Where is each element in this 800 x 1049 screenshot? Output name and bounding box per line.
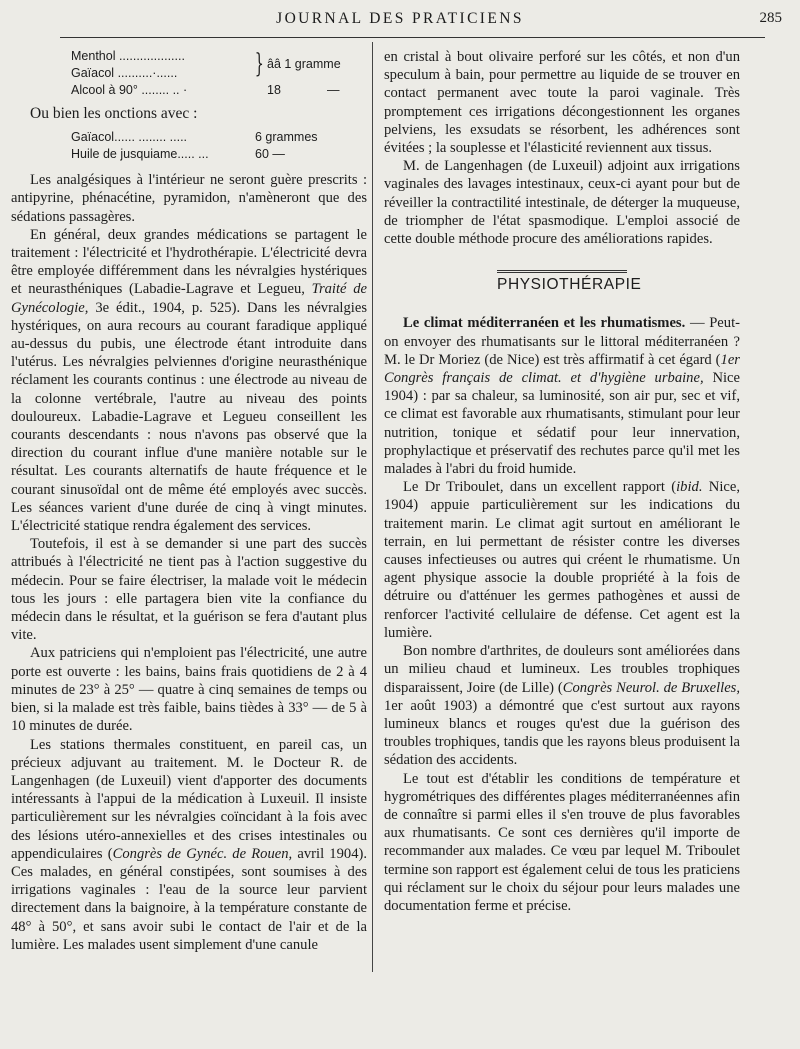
ingredient-name: Menthol	[71, 49, 116, 63]
ingredient-qty: 60 —	[255, 147, 285, 162]
paragraph: En général, deux grandes médications se partagent le traitement : l'électricité et l'hydrothérapie. L'électricité devra être employée différemment dans les névralgies hystériques et neurasthéniques (Labadie-Lagrave et Legueu, Traité de Gynécologie, 3e édit., 1904, p. 525). Dans les névralgies hystériques, on aura recours au courant faradique appliqué au-dessus du pubis, une électrode étant introduite dans l'utérus. Les névralgies pelviennes d'origine neurasthénique réclament les courants continus : une électrode au niveau de la colonne vertébrale, l'autre au niveau des points douloureux. Labadie-Lagrave et Legueu conseillent les courants descendants : nous n'avons pas observé que la direction du courant influe d'une manière notable sur le résultat. Les courants alternatifs de haute fréquence et le courant sinusoïdal ont de même été employés avec succès. Les séances varient d'une durée de cinq à vingt minutes. L'électricité statique rendra également des services.	[11, 226, 368, 535]
citation: ibid.	[676, 479, 703, 496]
section-title: PHYSIOTHÉRAPIE	[497, 276, 642, 294]
formula-row	[71, 146, 367, 163]
brace-quantity: ââ 1 gramme	[267, 57, 341, 71]
running-title: JOURNAL DES PRATICIENS	[276, 10, 524, 27]
page-number: 285	[759, 10, 782, 26]
formula-row	[71, 129, 367, 146]
column-divider	[372, 42, 373, 972]
paragraph: Le tout est d'établir les conditions de température et hygrométriques des différentes plages méditerranéennes afin de connaître si parmi elles il s'en trouve de plus favorables aux rhumatisants. Ce sont ces dernières qu'il importe de recommander aux malades. Ce vœu par lequel M. Triboulet termine son rapport est également celui de tous les praticiens qui réclament sur le choix du séjour pour leurs malades une documentation ferme et précise.	[384, 770, 740, 914]
dot-leader: ...................	[115, 49, 185, 63]
citation: Congrès de Gynéc. de Rouen,	[112, 845, 293, 862]
paragraph: en cristal à bout olivaire perforé sur les côtés, et non d'un speculum à bain, pour permettre au liquide de se trouver en contact permanent avec toute la paroi vaginale. Très promptement ces irrigations décongestionnent les organes pelviens, les exsudats se résorbent, les adhérences sont évitées ; la souplesse et l'élasticité reviennent aux tissus.	[384, 49, 740, 157]
article-title: Le climat méditerranéen et les rhumatismes.	[403, 315, 686, 332]
paragraph: Aux patriciens qui n'emploient pas l'électricité, une autre porte est ouverte : les bains, bains frais quotidiens de 2 à 4 minutes de 23° à 25° — quatre à cinq semaines de temps ou bien, si la malade est très faible, bains tièdes à 33° — de 5 à 10 minutes de durée.	[11, 645, 367, 735]
dot-leader: ........ .. ·	[137, 83, 188, 97]
page-header	[0, 10, 800, 30]
onctions-intro: Ou bien les onctions avec :	[30, 105, 198, 122]
formula-1	[11, 48, 367, 99]
left-column	[11, 48, 367, 954]
paragraph: Toutefois, il est à se demander si une part des succès attribués à l'électricité ne tient pas à l'action suggestive du médecin. Pour se faire électriser, la malade voit le médecin tous les jours : elle partagera bien vite la confiance du médecin dans le résultat, et la guérison se fera d'autant plus vite.	[11, 536, 367, 644]
paragraph: M. de Langenhagen (de Luxeuil) adjoint aux irrigations vaginales des lavages intestinaux, ceux-ci ayant pour but de réveiller la contractilité intestinale, de déterger la muqueuse, de triompher de l'état spasmodique. L'emploi associé de cette double méthode procure des améliorations rapides.	[384, 158, 740, 248]
ingredient-qty: 6 grammes	[255, 130, 318, 145]
formula-row	[71, 82, 367, 99]
dot-leader: ...... ........ .....	[114, 130, 188, 145]
paragraph: Le Dr Triboulet, dans un excellent rapport (ibid. Nice, 1904) appuie particulièrement sur les indications du traitement marin. Le climat agit surtout en améliorant le terrain, en lui permettant de résister contre les diverses causes infectieuses ou autres qui créent le rhumatisme. Un agent physique associe la double propriété à la fois de détruire ou d'atténuer les germes pathogènes et aussi de renforcer l'activité cellulaire de défense. Cet agent est la lumière.	[384, 479, 740, 641]
paragraph: Les stations thermales constituent, en pareil cas, un précieux adjuvant au traitement. M. le Docteur R. de Langenhagen (de Luxeuil) vient d'apporter des documents intéressants à l'appui de la médication à Luxeuil. Il insiste particulièrement sur les névralgies coïncidant à la fois avec des lésions utéro-annexielles et des crises intestinales ou appendiculaires (Congrès de Gynéc. de Rouen, avril 1904). Ces malades, en général constipées, sont soumises à des irrigations vaginales : l'eau de la source leur parvient directement dans la baignoire, à la température constante de 48° à 50°, et sans avoir subi le contact de l'air et de la lumière. Les malades usent simplement d'une canule	[11, 736, 368, 953]
ingredient-unit: —	[327, 83, 340, 97]
citation: Congrès Neurol. de Bruxelles,	[562, 679, 740, 696]
dot-leader: ..........·......	[114, 66, 178, 80]
paragraph: Bon nombre d'arthrites, de douleurs sont améliorées dans un milieu chaud et lumineux. Les troubles trophiques disparaissent, Joire (de Lille) (Congrès Neurol. de Bruxelles, 1er août 1903) a démontré que c'est surtout aux rayons lumineux blancs et rouges qu'est due la guérison des troubles trophiques, tandis que les rayons bleus produisent la sédation des accidents.	[384, 643, 740, 769]
paragraph: Le climat méditerranéen et les rhumatismes. — Peut-on envoyer des rhumatisants sur le littoral méditerranéen ? M. le Dr Moriez (de Nice) est très affirmatif à cet égard (1er Congrès français de climat. et d'hygiène urbaine, Nice 1904) : par sa chaleur, sa luminosité, son air pur, sec et vif, ce climat est favorable aux rhumatisants, stimulant pour leur nutrition, tonique et sédatif pour leur innervation, prophylactique et préservatif des rechutes parce qu'il met les malades à l'abri du froid humide.	[384, 315, 740, 478]
formula-2	[11, 129, 367, 163]
ingredient-name: Huile de jusquiame	[71, 147, 178, 162]
citation: 1er Congrès français de climat. et d'hygiène urbaine,	[384, 351, 740, 387]
ingredient-name: Gaïacol	[71, 130, 115, 145]
section-rule	[497, 270, 627, 273]
paragraph: Les analgésiques à l'intérieur ne seront guère prescrits : antipyrine, phénacétine, pyramidon, n'amèneront que des sédations passagères.	[11, 172, 367, 225]
dot-leader: ..... ...	[177, 147, 209, 162]
citation: Traité de Gynécologie,	[11, 281, 368, 316]
brace-glyph: }	[254, 49, 264, 79]
ingredient-name: Gaïacol	[71, 66, 115, 80]
section-heading	[384, 270, 740, 294]
ingredient-name: Alcool à 90°	[71, 83, 138, 97]
header-rule	[60, 37, 765, 38]
right-column	[384, 48, 740, 915]
ingredient-qty: 18	[267, 83, 281, 97]
